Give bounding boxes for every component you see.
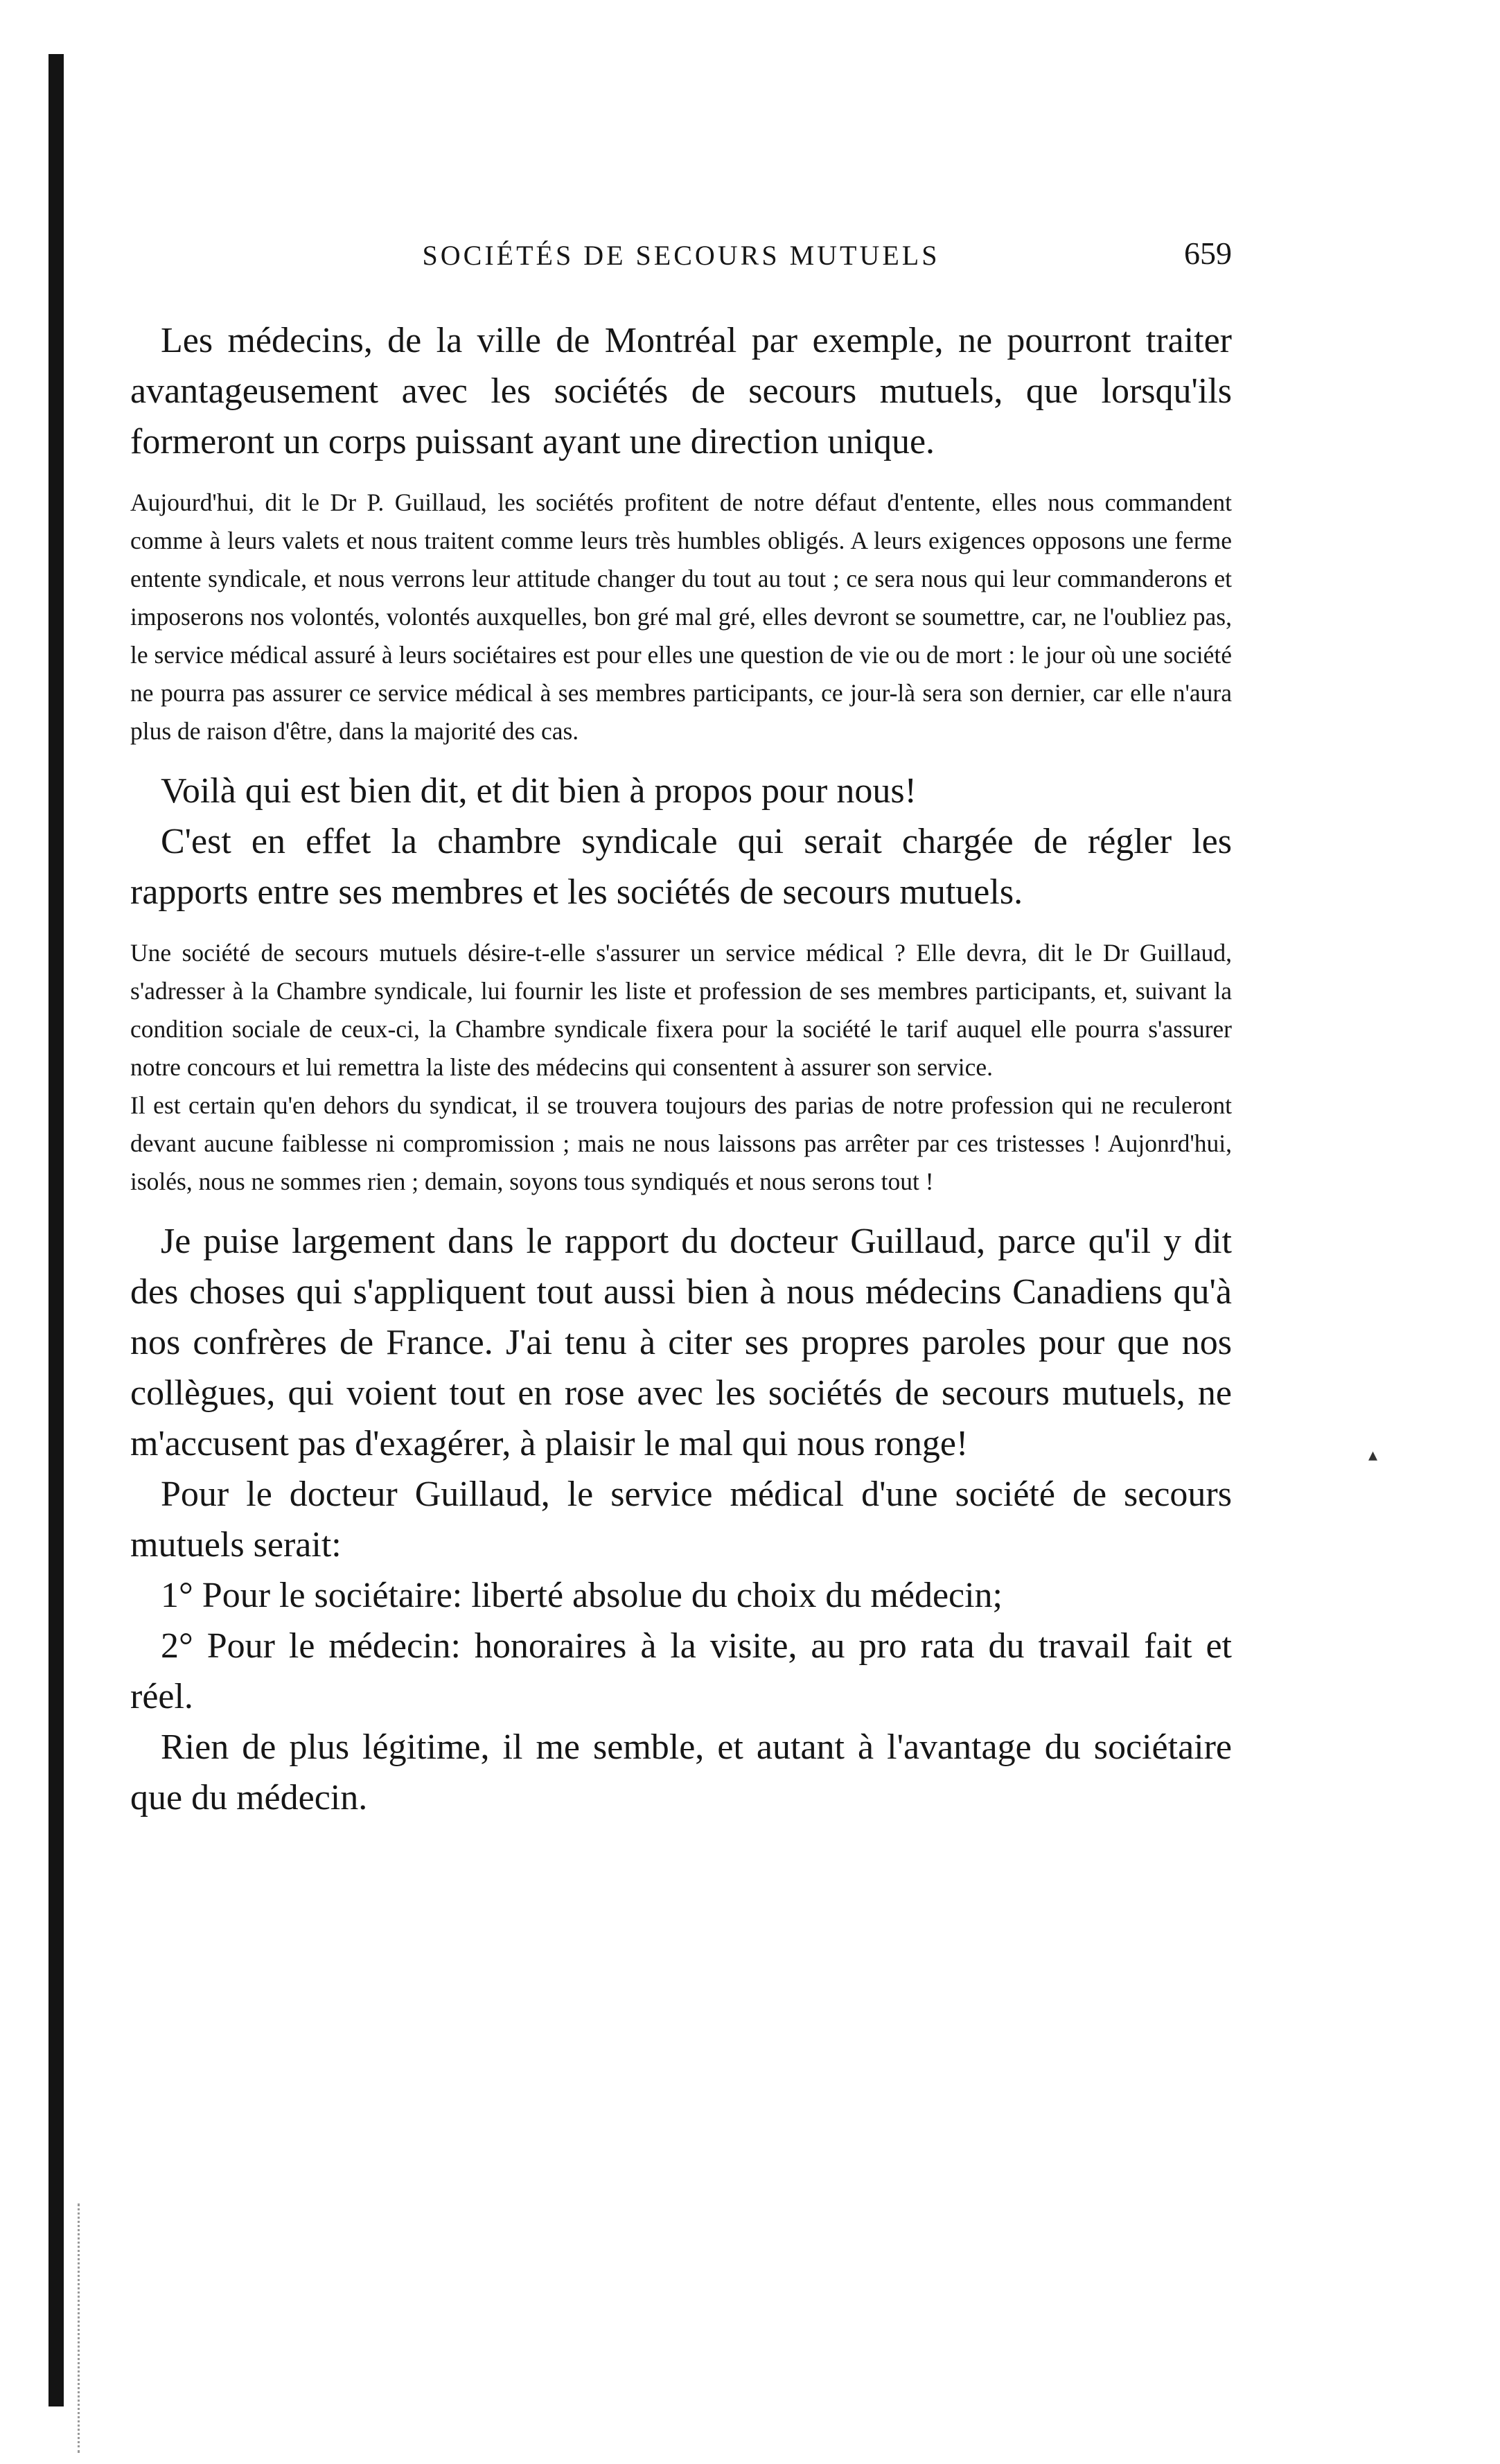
paragraph-4: Je puise largement dans le rapport du docteur Guillaud, parce qu'il y dit des choses qui s'appliquent tout aussi bien à nous médecins Canadiens qu'à nos confrères de France. J'ai tenu à citer ses propres paroles pour que nos collègues, qui voient tout en rose avec les sociétés de secours mutuels, ne m'accusent pas d'exagérer, à plaisir le mal qui nous ronge!	[130, 1222, 1232, 1463]
spacer	[130, 750, 1232, 766]
paragraph-7: 2° Pour le médecin: honoraires à la visite, au pro rata du travail fait et réel.	[130, 1626, 1232, 1716]
quote-2: Une société de secours mutuels désire-t-elle s'assurer un service médical ? Elle devra, dit le Dr Guillaud, s'adresser à la Chambre syndicale, lui fournir les liste et profession de ses membres participants, et, suivant la condition sociale de ceux-ci, la Chambre syndicale fixera pour la société le tarif auquel elle pourra s'assurer notre concours et lui remettra la liste des médecins qui consentent à assurer son service.	[130, 939, 1232, 1081]
book-page	[130, 236, 1232, 1823]
quote-3: Il est certain qu'en dehors du syndicat, il se trouvera toujours des parias de notre profession qui ne reculeront devant aucune faiblesse ni compromission ; mais ne nous laissons pas arrêter par ces tristesses ! Aujonrd'hui, isolés, nous ne sommes rien ; demain, soyons tous syndiqués et nous serons tout !	[130, 1091, 1232, 1195]
running-head	[130, 236, 1232, 288]
running-title: SOCIÉTÉS DE SECOURS MUTUELS	[422, 240, 940, 271]
paragraph-8: Rien de plus légitime, il me semble, et autant à l'avantage du sociétaire que du médecin.	[130, 1727, 1232, 1818]
paragraph-3: C'est en effet la chambre syndicale qui serait chargée de régler les rapports entre ses membres et les sociétés de secours mutuels.	[130, 822, 1232, 912]
paragraph-6: 1° Pour le sociétaire: liberté absolue du choix du médecin;	[161, 1576, 1003, 1615]
spacer	[130, 1201, 1232, 1216]
page-number: 659	[1184, 236, 1232, 271]
stray-ink-mark: ▴	[1368, 1445, 1378, 1465]
quote-1: Aujourd'hui, dit le Dr P. Guillaud, les sociétés profitent de notre défaut d'entente, elles nous commandent comme à leurs valets et nous traitent comme leurs très humbles obligés. A leurs exigences opposons une ferme entente syndicale, et nous verrons leur attitude changer du tout au tout ; ce sera nous qui leur commanderons et imposerons nos volontés, volontés auxquelles, bon gré mal gré, elles devront se soumettre, car, ne l'oubliez pas, le service médical assuré à leurs sociétaires est pour elles une question de vie ou de mort : le jour où une société ne pourra pas assurer ce service médical à ses membres participants, ce jour-là sera son dernier, car elle n'aura plus de raison d'être, dans la majorité des cas.	[130, 489, 1232, 745]
scan-margin-bar	[48, 54, 64, 2406]
paragraph-2: Voilà qui est bien dit, et dit bien à propos pour nous!	[161, 771, 917, 811]
scan-margin-dots	[78, 2203, 82, 2453]
paragraph-1: Les médecins, de la ville de Montréal par exemple, ne pourront traiter avantageusement avec les sociétés de secours mutuels, que lorsqu'ils formeront un corps puissant ayant une direction unique.	[130, 321, 1232, 461]
paragraph-5: Pour le docteur Guillaud, le service médical d'une société de secours mutuels serait:	[130, 1475, 1232, 1565]
